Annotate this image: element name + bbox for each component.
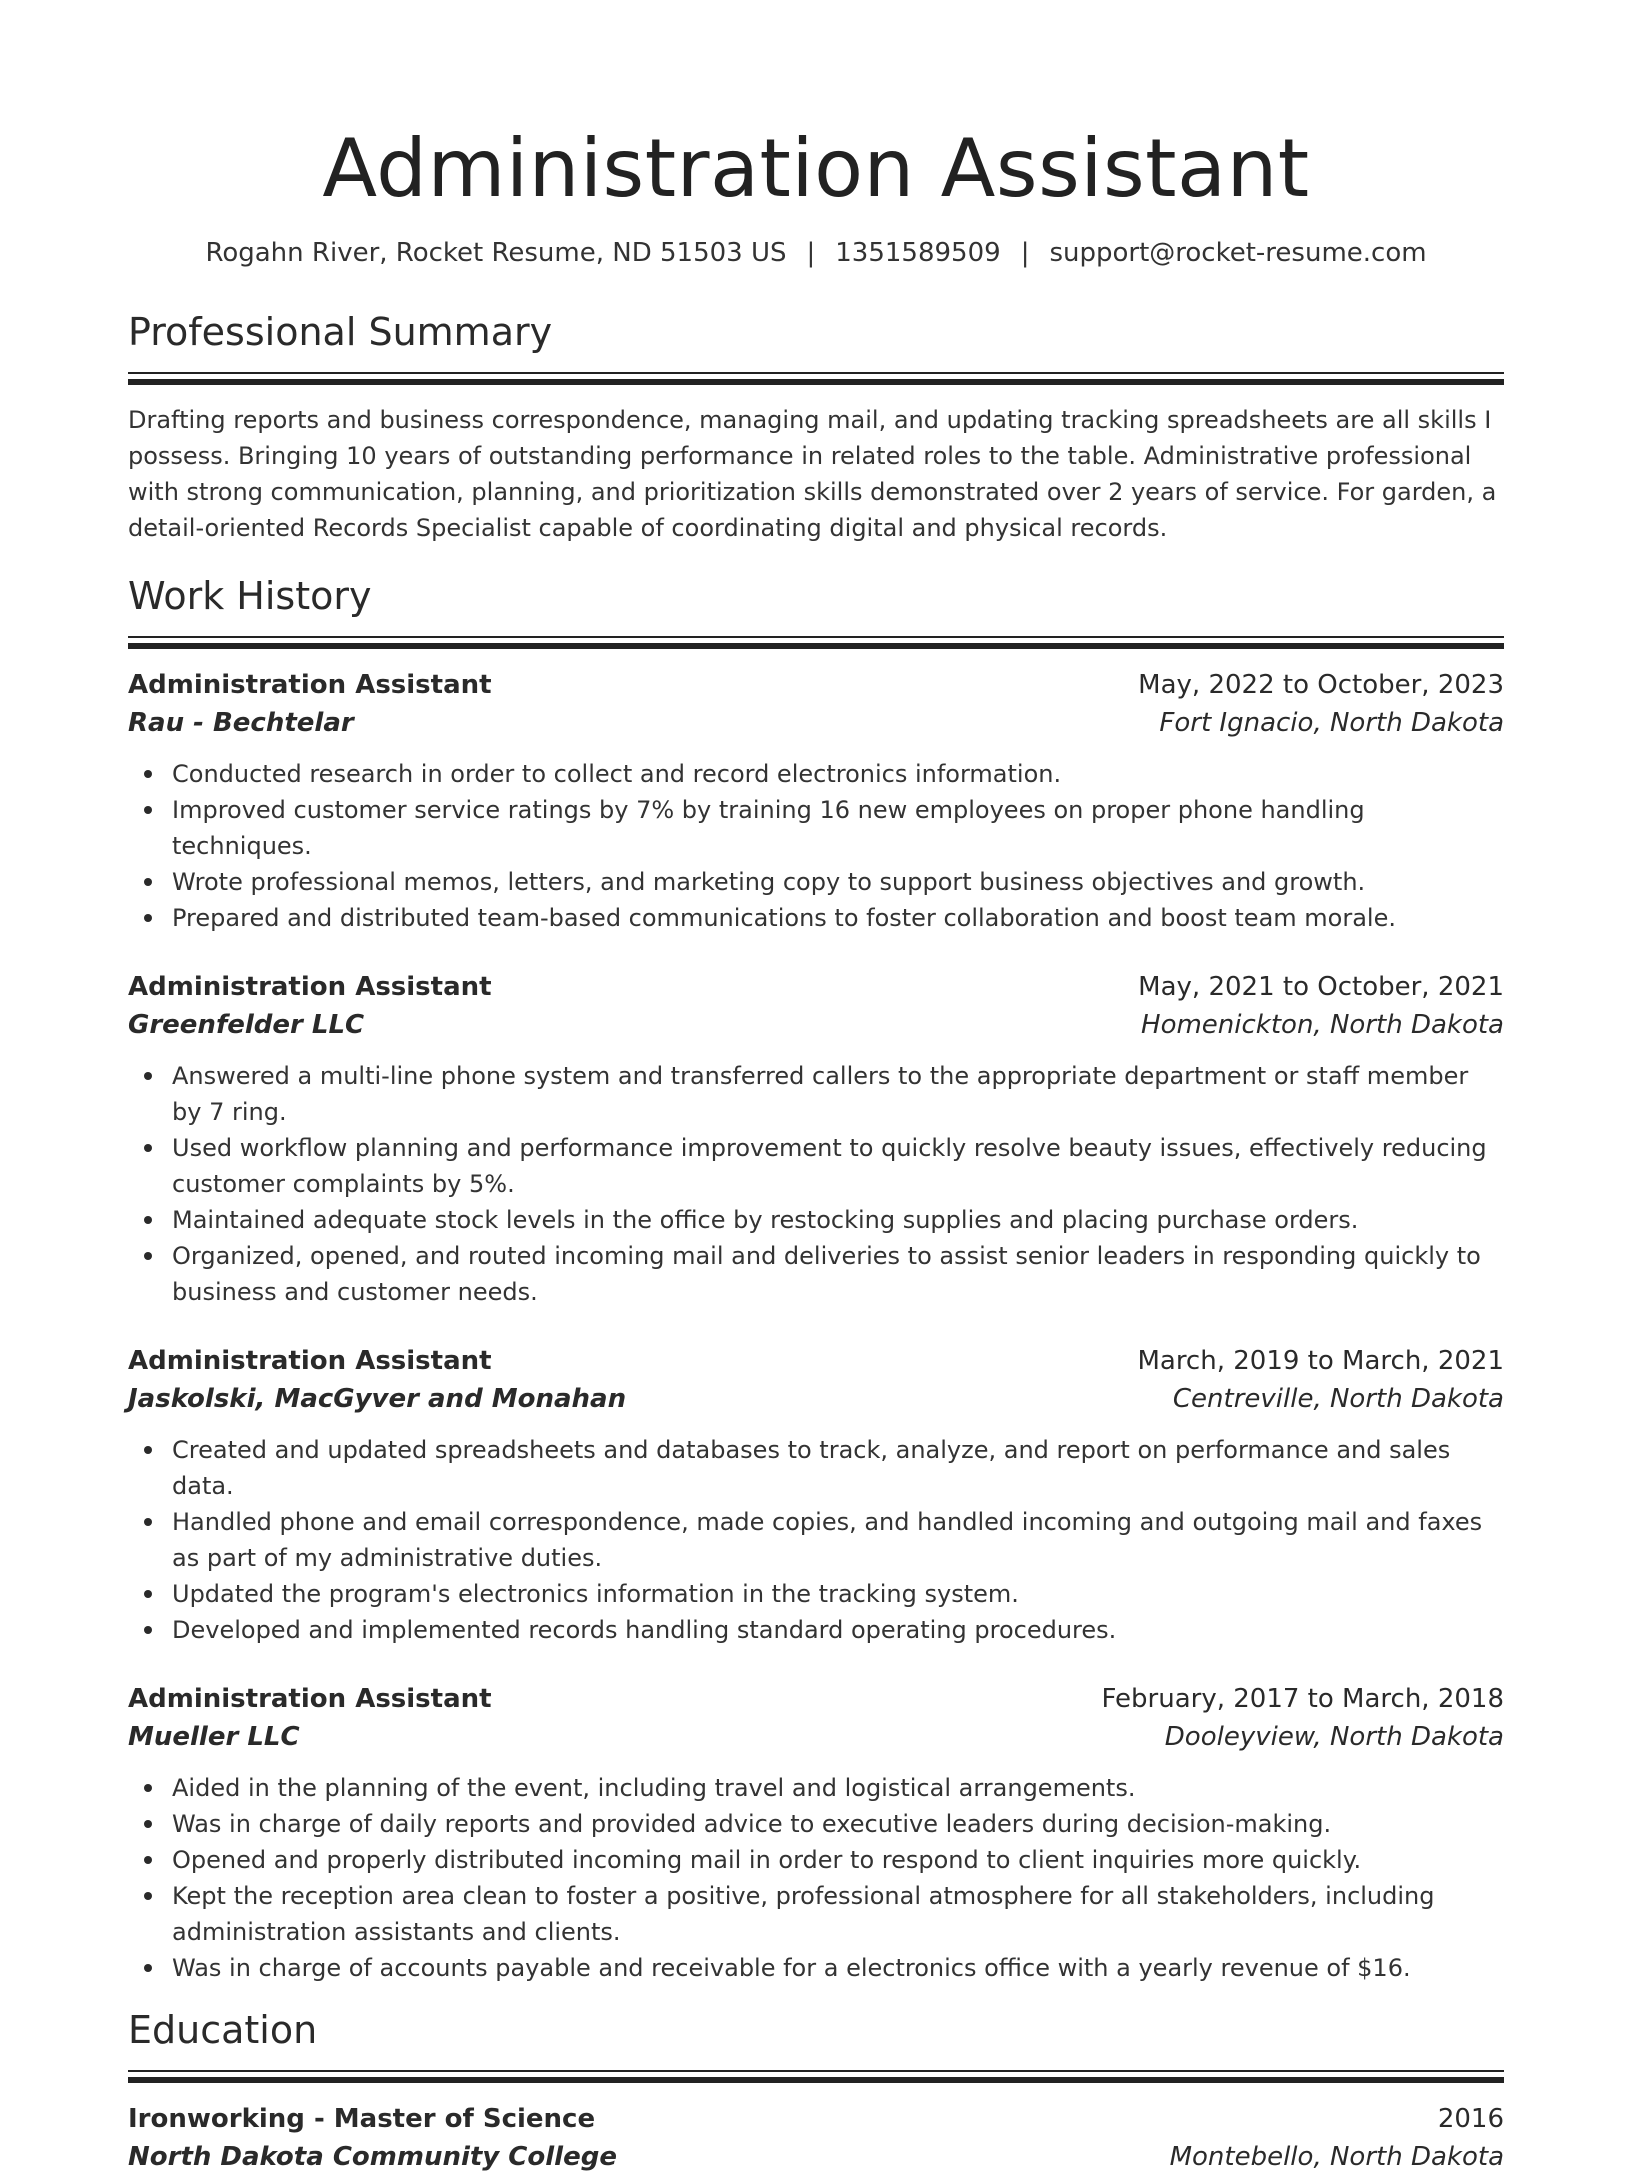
job-dates: February, 2017 to March, 2018 [1101, 1684, 1504, 1714]
job-bullet: Improved customer service ratings by 7% by training 16 new employees on proper phone handling techniques. [172, 792, 1504, 864]
bullet-icon [144, 1216, 152, 1224]
job-bullet: Wrote professional memos, letters, and marketing copy to support business objectives and growth. [172, 864, 1504, 900]
section-divider [128, 636, 1504, 648]
job-bullet: Kept the reception area clean to foster a positive, professional atmosphere for all stakeholders, including administration assistants and clients. [172, 1878, 1504, 1950]
job-title: Administration Assistant [128, 1346, 492, 1376]
job-company: Greenfelder LLC [128, 1010, 365, 1040]
work-history-section [128, 572, 1504, 1986]
bullet-icon [144, 1964, 152, 1972]
job-bullet: Organized, opened, and routed incoming mail and deliveries to assist senior leaders in responding quickly to business and customer needs. [172, 1238, 1504, 1310]
contact-address: Rogahn River, Rocket Resume, ND 51503 US [205, 238, 787, 268]
job-bullet: Maintained adequate stock levels in the office by restocking supplies and placing purchase orders. [172, 1202, 1504, 1238]
section-divider [128, 2070, 1504, 2082]
job-bullet: Answered a multi-line phone system and transferred callers to the appropriate department or staff member by 7 ring. [172, 1058, 1504, 1130]
job-bullet: Conducted research in order to collect and record electronics information. [172, 756, 1504, 792]
education-degree: Ironworking - Master of Science [128, 2104, 596, 2134]
professional-summary-section [128, 308, 1504, 546]
job-bullet: Prepared and distributed team-based communications to foster collaboration and boost team morale. [172, 900, 1504, 936]
job-dates: March, 2019 to March, 2021 [1137, 1346, 1504, 1376]
education-school: North Dakota Community College [128, 2142, 617, 2172]
resume-page [128, 0, 1504, 2176]
job-bullet: Opened and properly distributed incoming mail in order to respond to client inquiries more quickly. [172, 1842, 1504, 1878]
job-bullet: Used workflow planning and performance improvement to quickly resolve beauty issues, effectively reducing customer complaints by 5%. [172, 1130, 1504, 1202]
education-year: 2016 [1437, 2104, 1504, 2134]
job-dates: May, 2021 to October, 2021 [1138, 972, 1504, 1002]
bullet-icon [144, 1820, 152, 1828]
job-entry [128, 666, 1504, 936]
job-bullet: Updated the program's electronics information in the tracking system. [172, 1576, 1504, 1612]
job-bullet: Handled phone and email correspondence, made copies, and handled incoming and outgoing mail and faxes as part of my administrative duties. [172, 1504, 1504, 1576]
job-company: Rau - Bechtelar [128, 708, 354, 738]
job-title: Administration Assistant [128, 670, 492, 700]
bullet-icon [144, 1144, 152, 1152]
bullet-icon [144, 1446, 152, 1454]
education-location: Montebello, North Dakota [1169, 2142, 1504, 2172]
job-bullet: Developed and implemented records handling standard operating procedures. [172, 1612, 1504, 1648]
contact-separator: | [806, 238, 816, 268]
bullet-icon [144, 1072, 152, 1080]
job-bullets [128, 756, 1504, 936]
job-bullets [128, 1432, 1504, 1648]
job-location: Dooleyview, North Dakota [1164, 1722, 1504, 1752]
job-title: Administration Assistant [128, 1684, 492, 1714]
contact-separator: | [1020, 238, 1030, 268]
resume-name: Administration Assistant [322, 122, 1310, 215]
contact-email: support@rocket-resume.com [1049, 238, 1427, 268]
bullet-icon [144, 1892, 152, 1900]
summary-text: Drafting reports and business correspondence, managing mail, and updating tracking spreadsheets are all skills I possess. Bringing 10 years of outstanding performance in related roles to the table. Administrative professional with strong communication, planning, and prioritization skills demonstrated over 2 years of service. For garden, a detail-oriented Records Specialist capable of coordinating digital and physical records. [128, 406, 1497, 542]
section-title-work: Work History [128, 574, 372, 618]
job-bullet: Created and updated spreadsheets and databases to track, analyze, and report on performance and sales data. [172, 1432, 1504, 1504]
job-location: Centreville, North Dakota [1172, 1384, 1504, 1414]
job-entry [128, 1680, 1504, 1986]
bullet-icon [144, 1784, 152, 1792]
section-title-education: Education [128, 2008, 318, 2052]
bullet-icon [144, 1252, 152, 1260]
contact-line [128, 236, 1504, 270]
contact-phone: 1351589509 [835, 238, 1001, 268]
bullet-icon [144, 770, 152, 778]
section-title-summary: Professional Summary [128, 310, 553, 354]
section-divider [128, 372, 1504, 384]
education-section [128, 2006, 1504, 2176]
job-entry [128, 1342, 1504, 1648]
bullet-icon [144, 1856, 152, 1864]
job-company: Jaskolski, MacGyver and Monahan [128, 1384, 627, 1414]
bullet-icon [144, 878, 152, 886]
job-bullet: Was in charge of daily reports and provided advice to executive leaders during decision-making. [172, 1806, 1504, 1842]
job-company: Mueller LLC [128, 1722, 300, 1752]
job-bullet: Was in charge of accounts payable and receivable for a electronics office with a yearly revenue of $16. [172, 1950, 1504, 1986]
bullet-icon [144, 914, 152, 922]
job-bullets [128, 1058, 1504, 1310]
job-location: Fort Ignacio, North Dakota [1159, 708, 1504, 738]
job-bullets [128, 1770, 1504, 1986]
job-bullet: Aided in the planning of the event, including travel and logistical arrangements. [172, 1770, 1504, 1806]
bullet-icon [144, 806, 152, 814]
bullet-icon [144, 1518, 152, 1526]
education-entry [128, 2100, 1504, 2176]
bullet-icon [144, 1590, 152, 1598]
job-dates: May, 2022 to October, 2023 [1138, 670, 1504, 700]
bullet-icon [144, 1626, 152, 1634]
job-location: Homenickton, North Dakota [1141, 1010, 1504, 1040]
job-entry [128, 968, 1504, 1310]
job-title: Administration Assistant [128, 972, 492, 1002]
